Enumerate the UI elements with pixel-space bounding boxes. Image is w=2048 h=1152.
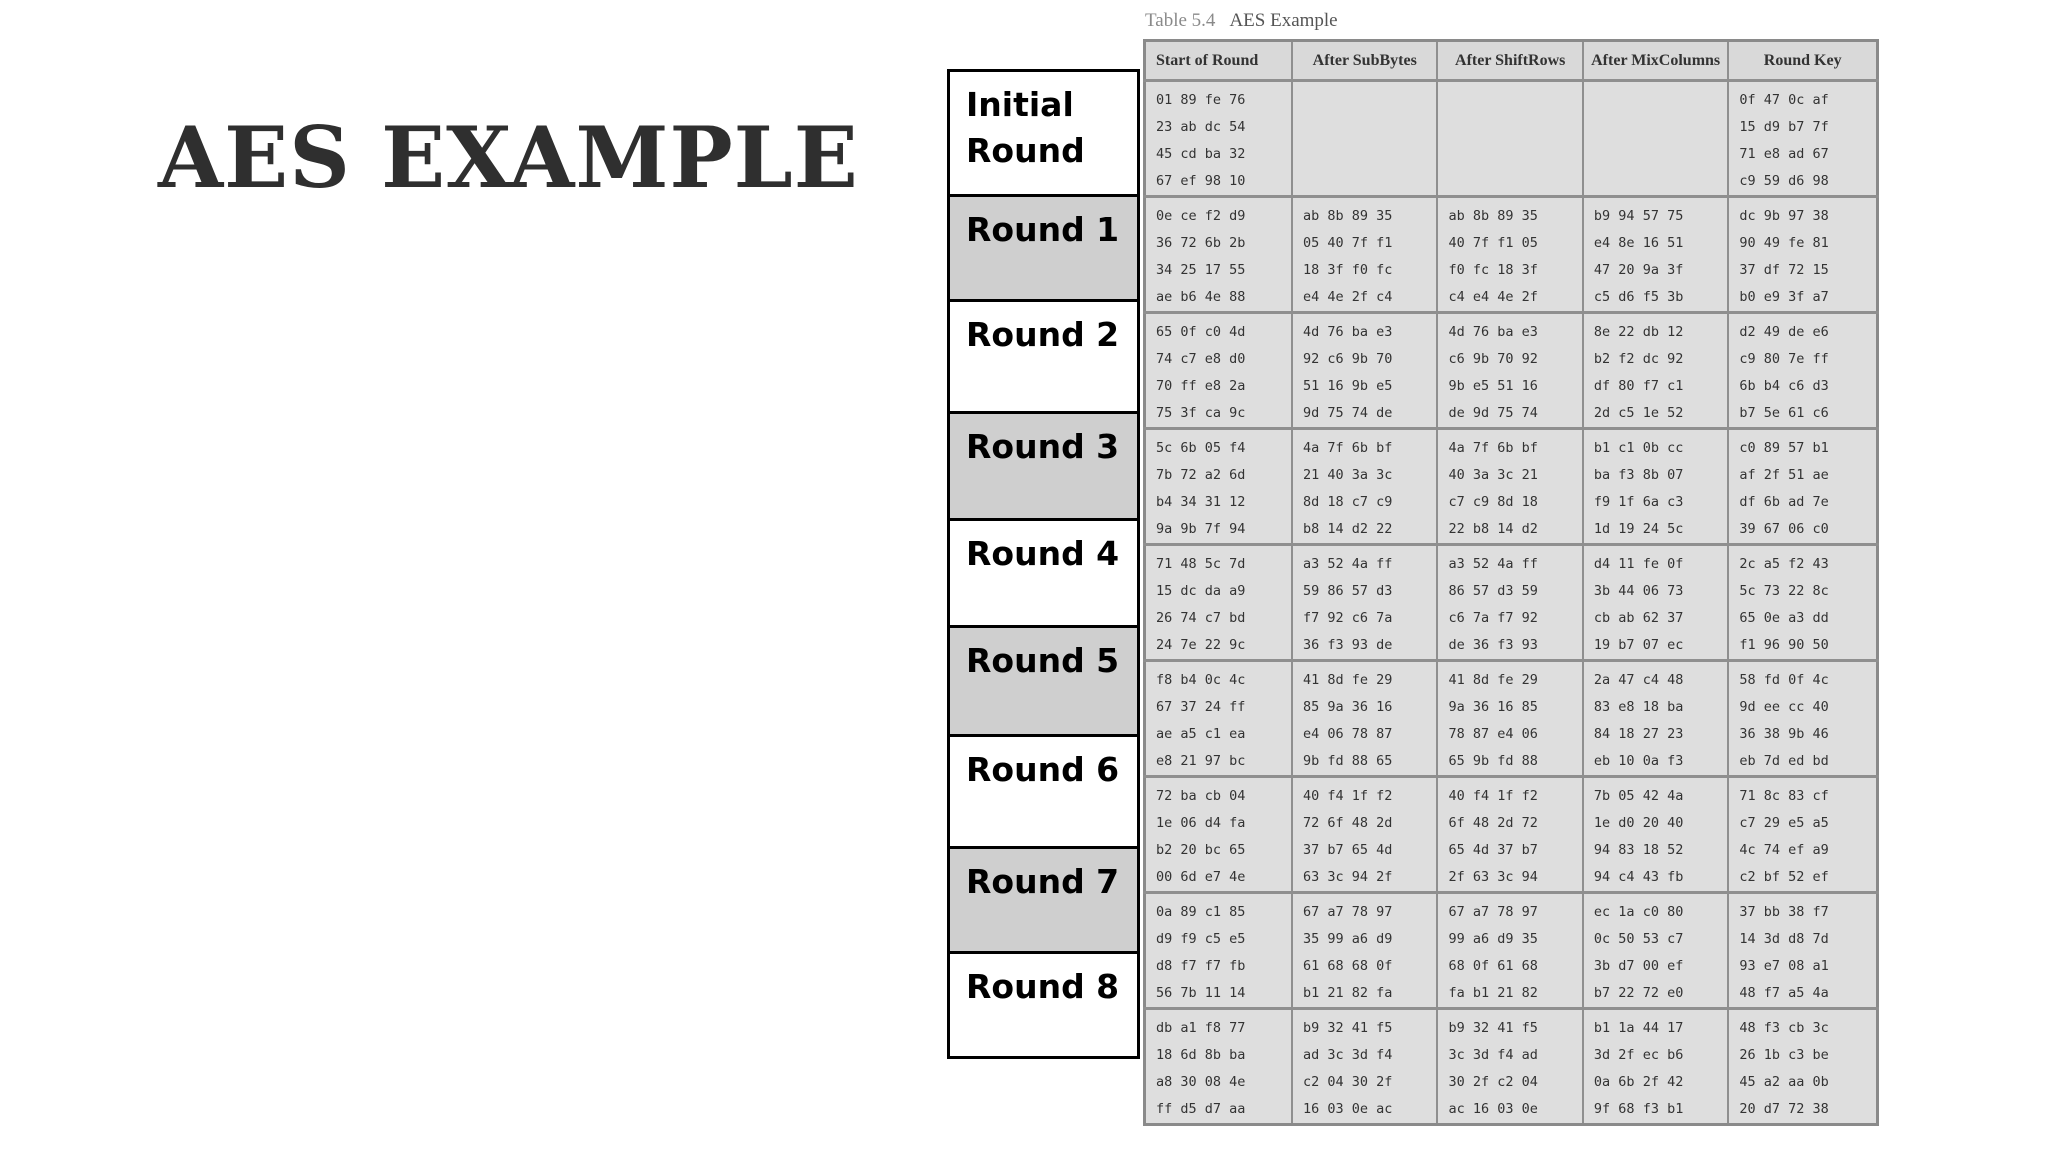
table-row: [1145, 1009, 1878, 1125]
table-caption-title: AES Example: [1229, 10, 1338, 31]
table-caption: [1145, 10, 1338, 32]
hex-row: c5 d6 f5 3b: [1593, 289, 1684, 305]
hex-row: eb 7d ed bd: [1739, 753, 1829, 769]
hex-row: d9 f9 c5 e5: [1156, 931, 1246, 947]
hex-row: 21 40 3a 3c: [1303, 467, 1393, 483]
hex-row: 3b d7 00 ef: [1593, 958, 1684, 974]
hex-row: 0f 47 0c af: [1739, 92, 1829, 108]
hex-row: 14 3d d8 7d: [1739, 931, 1829, 947]
state-cell-start-of-round: [1145, 1009, 1293, 1125]
header-after-mixcolumns: After MixColumns: [1583, 41, 1728, 81]
hex-row: 40 f4 1f f2: [1303, 788, 1393, 804]
state-cell-after-subbytes: [1292, 1009, 1437, 1125]
hex-row: 74 c7 e8 d0: [1156, 351, 1246, 367]
round-label: Round 7: [947, 846, 1140, 954]
table-row: [1145, 197, 1878, 313]
hex-row: b2 f2 dc 92: [1593, 351, 1684, 367]
hex-row: 3c 3d f4 ad: [1448, 1047, 1538, 1063]
state-cell-after-shiftrows: [1437, 197, 1582, 313]
state-cell-after-subbytes: [1292, 197, 1437, 313]
hex-row: 75 3f ca 9c: [1156, 405, 1246, 421]
table-row: [1145, 777, 1878, 893]
header-after-shiftrows: After ShiftRows: [1437, 41, 1582, 81]
hex-row: 24 7e 22 9c: [1156, 637, 1246, 653]
state-cell-start-of-round: [1145, 429, 1293, 545]
state-cell-after-subbytes: [1292, 429, 1437, 545]
hex-row: 72 6f 48 2d: [1303, 815, 1393, 831]
hex-row: 85 9a 36 16: [1303, 699, 1393, 715]
hex-row: 3b 44 06 73: [1593, 583, 1684, 599]
hex-row: ae b6 4e 88: [1156, 289, 1246, 305]
hex-row: 0a 89 c1 85: [1156, 904, 1246, 920]
hex-row: 4d 76 ba e3: [1448, 324, 1538, 340]
state-cell-after-shiftrows: [1437, 313, 1582, 429]
hex-row: d4 11 fe 0f: [1593, 556, 1684, 572]
hex-row: 01 89 fe 76: [1156, 92, 1246, 108]
state-cell-after-shiftrows: [1437, 661, 1582, 777]
hex-row: 47 20 9a 3f: [1593, 262, 1684, 278]
hex-row: 9d ee cc 40: [1739, 699, 1829, 715]
hex-row: 65 4d 37 b7: [1448, 842, 1538, 858]
hex-row: 00 6d e7 4e: [1156, 869, 1246, 885]
hex-row: c4 e4 4e 2f: [1448, 289, 1538, 305]
hex-row: 70 ff e8 2a: [1156, 378, 1246, 394]
hex-row: ad 3c 3d f4: [1303, 1047, 1393, 1063]
hex-row: 48 f7 a5 4a: [1739, 985, 1829, 1001]
round-label: Round 6: [947, 734, 1140, 849]
state-cell-start-of-round: [1145, 545, 1293, 661]
state-cell-after-mixcolumns: [1583, 545, 1728, 661]
hex-row: f8 b4 0c 4c: [1156, 672, 1246, 688]
hex-row: c6 7a f7 92: [1448, 610, 1538, 626]
hex-row: f0 fc 18 3f: [1448, 262, 1538, 278]
hex-row: ac 16 03 0e: [1448, 1101, 1538, 1117]
hex-row: 2a 47 c4 48: [1593, 672, 1684, 688]
hex-row: b9 32 41 f5: [1303, 1020, 1393, 1036]
hex-row: 05 40 7f f1: [1303, 235, 1393, 251]
hex-row: 7b 72 a2 6d: [1156, 467, 1246, 483]
hex-row: 56 7b 11 14: [1156, 985, 1246, 1001]
state-cell-round-key: [1728, 661, 1877, 777]
hex-row: 92 c6 9b 70: [1303, 351, 1393, 367]
hex-row: 37 bb 38 f7: [1739, 904, 1829, 920]
hex-row: b7 5e 61 c6: [1739, 405, 1829, 421]
table-row: [1145, 81, 1878, 197]
hex-row: 20 d7 72 38: [1739, 1101, 1829, 1117]
hex-row: 37 b7 65 4d: [1303, 842, 1393, 858]
state-cell-after-subbytes: [1292, 313, 1437, 429]
state-cell-after-shiftrows: [1437, 1009, 1582, 1125]
round-label: Round 4: [947, 518, 1140, 628]
hex-row: 3d 2f ec b6: [1593, 1047, 1684, 1063]
state-cell-after-mixcolumns: [1583, 197, 1728, 313]
hex-row: 4c 74 ef a9: [1739, 842, 1829, 858]
hex-row: 26 1b c3 be: [1739, 1047, 1829, 1063]
hex-row: fa b1 21 82: [1448, 985, 1538, 1001]
hex-row: 86 57 d3 59: [1448, 583, 1538, 599]
hex-row: 2c a5 f2 43: [1739, 556, 1829, 572]
hex-row: de 36 f3 93: [1448, 637, 1538, 653]
hex-row: 15 d9 b7 7f: [1739, 119, 1829, 135]
hex-row: f1 96 90 50: [1739, 637, 1829, 653]
hex-row: a3 52 4a ff: [1303, 556, 1393, 572]
hex-row: ff d5 d7 aa: [1156, 1101, 1246, 1117]
state-cell-after-mixcolumns: [1583, 777, 1728, 893]
hex-row: 0a 6b 2f 42: [1593, 1074, 1684, 1090]
state-cell-after-mixcolumns: [1583, 1009, 1728, 1125]
hex-row: 26 74 c7 bd: [1156, 610, 1246, 626]
hex-row: e4 8e 16 51: [1593, 235, 1684, 251]
table-caption-number: Table 5.4: [1145, 10, 1216, 31]
round-label-column: [947, 72, 1140, 1059]
hex-row: ae a5 c1 ea: [1156, 726, 1246, 742]
state-cell-round-key: [1728, 429, 1877, 545]
table-row: [1145, 313, 1878, 429]
round-label: Initial Round: [947, 69, 1140, 197]
state-cell-after-subbytes: [1292, 777, 1437, 893]
state-cell-after-mixcolumns: [1583, 81, 1728, 197]
hex-row: b7 22 72 e0: [1593, 985, 1684, 1001]
header-round-key: Round Key: [1728, 41, 1877, 81]
hex-row: cb ab 62 37: [1593, 610, 1684, 626]
state-cell-after-subbytes: [1292, 545, 1437, 661]
hex-row: a3 52 4a ff: [1448, 556, 1538, 572]
state-cell-after-mixcolumns: [1583, 313, 1728, 429]
hex-row: 67 37 24 ff: [1156, 699, 1246, 715]
state-cell-start-of-round: [1145, 313, 1293, 429]
state-cell-after-subbytes: [1292, 893, 1437, 1009]
hex-row: 37 df 72 15: [1739, 262, 1829, 278]
hex-row: 2d c5 1e 52: [1593, 405, 1684, 421]
hex-row: 40 3a 3c 21: [1448, 467, 1538, 483]
hex-row: 22 b8 14 d2: [1448, 521, 1538, 537]
state-cell-after-mixcolumns: [1583, 429, 1728, 545]
state-cell-after-shiftrows: [1437, 777, 1582, 893]
hex-row: 71 48 5c 7d: [1156, 556, 1246, 572]
hex-row: c7 29 e5 a5: [1739, 815, 1829, 831]
hex-row: 9a 36 16 85: [1448, 699, 1538, 715]
hex-row: 40 7f f1 05: [1448, 235, 1538, 251]
state-cell-after-subbytes: [1292, 661, 1437, 777]
hex-row: 9b e5 51 16: [1448, 378, 1538, 394]
hex-row: 71 8c 83 cf: [1739, 788, 1829, 804]
hex-row: b0 e9 3f a7: [1739, 289, 1829, 305]
hex-row: df 80 f7 c1: [1593, 378, 1684, 394]
hex-row: 18 3f f0 fc: [1303, 262, 1393, 278]
hex-row: ba f3 8b 07: [1593, 467, 1684, 483]
state-cell-after-shiftrows: [1437, 545, 1582, 661]
hex-row: 67 a7 78 97: [1448, 904, 1538, 920]
table-row: [1145, 661, 1878, 777]
hex-row: 19 b7 07 ec: [1593, 637, 1684, 653]
hex-row: c7 c9 8d 18: [1448, 494, 1538, 510]
hex-row: 93 e7 08 a1: [1739, 958, 1829, 974]
hex-row: ec 1a c0 80: [1593, 904, 1684, 920]
hex-row: b9 94 57 75: [1593, 208, 1684, 224]
state-cell-start-of-round: [1145, 661, 1293, 777]
hex-row: f7 92 c6 7a: [1303, 610, 1393, 626]
hex-row: 0c 50 53 c7: [1593, 931, 1684, 947]
hex-row: 34 25 17 55: [1156, 262, 1246, 278]
table-row: [1145, 545, 1878, 661]
hex-row: eb 10 0a f3: [1593, 753, 1684, 769]
hex-row: 9a 9b 7f 94: [1156, 521, 1246, 537]
round-label: Round 5: [947, 625, 1140, 737]
hex-row: c2 bf 52 ef: [1739, 869, 1829, 885]
hex-row: 45 a2 aa 0b: [1739, 1074, 1829, 1090]
state-cell-round-key: [1728, 777, 1877, 893]
state-cell-start-of-round: [1145, 81, 1293, 197]
hex-row: 1d 19 24 5c: [1593, 521, 1684, 537]
hex-row: 36 72 6b 2b: [1156, 235, 1246, 251]
hex-row: 15 dc da a9: [1156, 583, 1246, 599]
hex-row: b9 32 41 f5: [1448, 1020, 1538, 1036]
hex-row: 9f 68 f3 b1: [1593, 1101, 1684, 1117]
hex-row: 72 ba cb 04: [1156, 788, 1246, 804]
hex-row: 39 67 06 c0: [1739, 521, 1829, 537]
hex-row: d8 f7 f7 fb: [1156, 958, 1246, 974]
hex-row: f9 1f 6a c3: [1593, 494, 1684, 510]
hex-row: 4d 76 ba e3: [1303, 324, 1393, 340]
table-header-row: [1145, 41, 1878, 81]
round-label: Round 2: [947, 299, 1140, 414]
hex-row: 18 6d 8b ba: [1156, 1047, 1246, 1063]
header-after-subbytes: After SubBytes: [1292, 41, 1437, 81]
hex-row: 41 8d fe 29: [1303, 672, 1393, 688]
round-label: Round 3: [947, 411, 1140, 521]
state-cell-round-key: [1728, 1009, 1877, 1125]
hex-row: 35 99 a6 d9: [1303, 931, 1393, 947]
hex-row: af 2f 51 ae: [1739, 467, 1829, 483]
hex-row: 16 03 0e ac: [1303, 1101, 1393, 1117]
hex-row: 51 16 9b e5: [1303, 378, 1393, 394]
hex-row: d2 49 de e6: [1739, 324, 1829, 340]
hex-row: 78 87 e4 06: [1448, 726, 1538, 742]
hex-row: 59 86 57 d3: [1303, 583, 1393, 599]
hex-row: b1 21 82 fa: [1303, 985, 1393, 1001]
hex-row: 8d 18 c7 c9: [1303, 494, 1393, 510]
hex-row: db a1 f8 77: [1156, 1020, 1246, 1036]
state-cell-after-mixcolumns: [1583, 893, 1728, 1009]
hex-row: 8e 22 db 12: [1593, 324, 1684, 340]
hex-row: b1 c1 0b cc: [1593, 440, 1684, 456]
state-cell-start-of-round: [1145, 893, 1293, 1009]
state-cell-after-shiftrows: [1437, 429, 1582, 545]
hex-row: c9 59 d6 98: [1739, 173, 1829, 189]
table-row: [1145, 429, 1878, 545]
state-cell-after-shiftrows: [1437, 81, 1582, 197]
hex-row: 94 c4 43 fb: [1593, 869, 1684, 885]
hex-row: 40 f4 1f f2: [1448, 788, 1538, 804]
hex-row: 4a 7f 6b bf: [1303, 440, 1393, 456]
hex-row: 65 9b fd 88: [1448, 753, 1538, 769]
hex-row: 2f 63 3c 94: [1448, 869, 1538, 885]
hex-row: 4a 7f 6b bf: [1448, 440, 1538, 456]
hex-row: 5c 73 22 8c: [1739, 583, 1829, 599]
hex-row: b4 34 31 12: [1156, 494, 1246, 510]
state-cell-round-key: [1728, 81, 1877, 197]
round-label: Round 8: [947, 951, 1140, 1059]
hex-row: 48 f3 cb 3c: [1739, 1020, 1829, 1036]
table-row: [1145, 893, 1878, 1009]
hex-row: 58 fd 0f 4c: [1739, 672, 1829, 688]
state-cell-round-key: [1728, 313, 1877, 429]
hex-row: ab 8b 89 35: [1448, 208, 1538, 224]
state-cell-after-mixcolumns: [1583, 661, 1728, 777]
hex-row: e8 21 97 bc: [1156, 753, 1246, 769]
state-cell-start-of-round: [1145, 197, 1293, 313]
hex-row: 90 49 fe 81: [1739, 235, 1829, 251]
hex-row: 99 a6 d9 35: [1448, 931, 1538, 947]
hex-row: 36 f3 93 de: [1303, 637, 1393, 653]
round-label: Round 1: [947, 194, 1140, 302]
state-cell-after-shiftrows: [1437, 893, 1582, 1009]
hex-row: 84 18 27 23: [1593, 726, 1684, 742]
hex-row: ab 8b 89 35: [1303, 208, 1393, 224]
aes-example-table: [1143, 39, 1879, 1126]
hex-row: 5c 6b 05 f4: [1156, 440, 1246, 456]
hex-row: 68 0f 61 68: [1448, 958, 1538, 974]
hex-row: 0e ce f2 d9: [1156, 208, 1246, 224]
hex-row: 30 2f c2 04: [1448, 1074, 1538, 1090]
hex-row: 23 ab dc 54: [1156, 119, 1246, 135]
state-cell-round-key: [1728, 197, 1877, 313]
hex-row: 9b fd 88 65: [1303, 753, 1393, 769]
hex-row: c9 80 7e ff: [1739, 351, 1829, 367]
hex-row: dc 9b 97 38: [1739, 208, 1829, 224]
state-cell-round-key: [1728, 893, 1877, 1009]
hex-row: c0 89 57 b1: [1739, 440, 1829, 456]
hex-row: de 9d 75 74: [1448, 405, 1538, 421]
hex-row: 6b b4 c6 d3: [1739, 378, 1829, 394]
slide-title: AES EXAMPLE: [158, 108, 859, 207]
hex-row: b8 14 d2 22: [1303, 521, 1393, 537]
hex-row: 6f 48 2d 72: [1448, 815, 1538, 831]
hex-row: b2 20 bc 65: [1156, 842, 1246, 858]
hex-row: 45 cd ba 32: [1156, 146, 1246, 162]
hex-row: 65 0f c0 4d: [1156, 324, 1246, 340]
hex-row: 1e 06 d4 fa: [1156, 815, 1246, 831]
hex-row: c2 04 30 2f: [1303, 1074, 1393, 1090]
state-cell-start-of-round: [1145, 777, 1293, 893]
hex-row: 9d 75 74 de: [1303, 405, 1393, 421]
hex-row: df 6b ad 7e: [1739, 494, 1829, 510]
hex-row: e4 4e 2f c4: [1303, 289, 1393, 305]
hex-row: 1e d0 20 40: [1593, 815, 1684, 831]
hex-row: 41 8d fe 29: [1448, 672, 1538, 688]
state-cell-round-key: [1728, 545, 1877, 661]
hex-row: 63 3c 94 2f: [1303, 869, 1393, 885]
header-start-of-round: Start of Round: [1145, 41, 1293, 81]
hex-row: e4 06 78 87: [1303, 726, 1393, 742]
hex-row: 7b 05 42 4a: [1593, 788, 1684, 804]
hex-row: 67 a7 78 97: [1303, 904, 1393, 920]
hex-row: 71 e8 ad 67: [1739, 146, 1829, 162]
hex-row: 65 0e a3 dd: [1739, 610, 1829, 626]
hex-row: c6 9b 70 92: [1448, 351, 1538, 367]
hex-row: a8 30 08 4e: [1156, 1074, 1246, 1090]
hex-row: 67 ef 98 10: [1156, 173, 1246, 189]
state-cell-after-subbytes: [1292, 81, 1437, 197]
hex-row: 36 38 9b 46: [1739, 726, 1829, 742]
hex-row: 94 83 18 52: [1593, 842, 1684, 858]
hex-row: b1 1a 44 17: [1593, 1020, 1684, 1036]
hex-row: 61 68 68 0f: [1303, 958, 1393, 974]
hex-row: 83 e8 18 ba: [1593, 699, 1684, 715]
